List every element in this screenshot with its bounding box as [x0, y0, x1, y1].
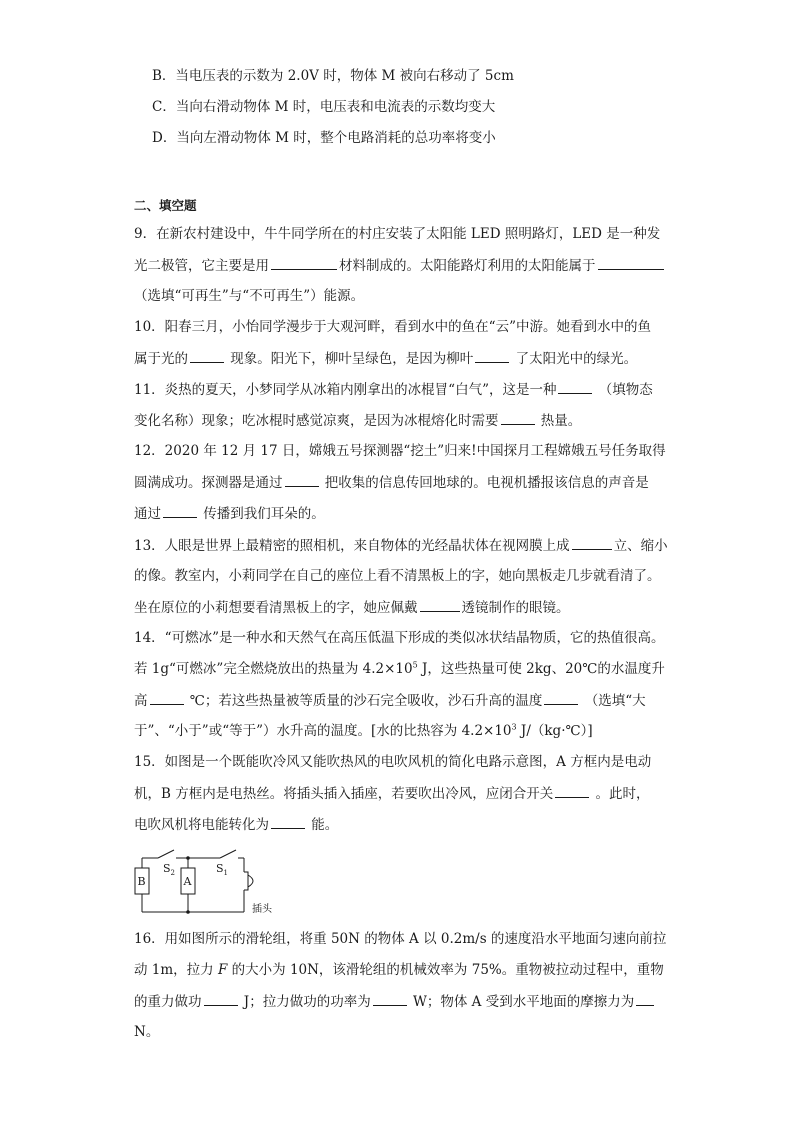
- q16-line-4: N。: [134, 1024, 160, 1040]
- plug-icon: [244, 872, 248, 890]
- blank[interactable]: [190, 349, 224, 363]
- q12-line-2: 圆满成功。探测器是通过 把收集的信息传回地球的。电视机播报该信息的声音是: [134, 475, 649, 491]
- q13-line-2: 的像。教室内，小莉同学在自己的座位上看不清黑板上的字，她向黑板走几步就看清了。: [134, 568, 661, 584]
- q11-line-1: 11．炎热的夏天，小梦同学从冰箱内刚拿出的冰棍冒“白气”，这是一种 （填物态: [134, 382, 653, 398]
- q13-line-1: 13．人眼是世界上最精密的照相机，来自物体的光经晶状体在视网膜上成 立、缩小: [134, 538, 668, 554]
- option-c: C．当向右滑动物体 M 时，电压表和电流表的示数均变大: [152, 99, 496, 115]
- q16-line-1: 16．用如图所示的滑轮组，将重 50N 的物体 A 以 0.2m/s 的速度沿水平地面匀速向前拉: [134, 931, 667, 947]
- q9-line-3: （选填“可再生”与“不可再生”）能源。: [134, 288, 365, 304]
- q10-line-1: 10．阳春三月，小怡同学漫步于大观河畔，看到水中的鱼在“云”中游。她看到水中的鱼: [134, 319, 651, 335]
- q12-line-1: 12．2020 年 12 月 17 日，嫦娥五号探测器“挖土”归来!中国探月工程嫦娥五号任务取得: [134, 443, 666, 459]
- q14-line-1: 14．“可燃冰”是一种水和天然气在高压低温下形成的类似冰状结晶物质，它的热值很高。: [134, 630, 665, 646]
- plug-label: 插头: [252, 904, 272, 915]
- q13-line-3: 坐在原位的小莉想要看清黑板上的字，她应佩戴 透镜制作的眼镜。: [134, 600, 570, 616]
- switch-1-label: $S_1$: [216, 862, 229, 877]
- blank[interactable]: [501, 411, 535, 425]
- blank[interactable]: [271, 815, 305, 829]
- blank[interactable]: [204, 992, 238, 1006]
- blank[interactable]: [271, 256, 337, 270]
- blank[interactable]: [163, 504, 197, 518]
- blank[interactable]: [555, 784, 589, 798]
- blank[interactable]: [150, 691, 184, 705]
- blank[interactable]: [475, 349, 509, 363]
- q15-line-3: 电吹风机将电能转化为 能。: [134, 817, 339, 833]
- q9-line-2: 光二极管，它主要是用 材料制成的。太阳能路灯利用的太阳能属于: [134, 256, 666, 275]
- blank[interactable]: [558, 380, 592, 394]
- blank[interactable]: [544, 691, 578, 705]
- section-title: 二、填空题: [134, 198, 197, 213]
- q9-line-1: 9．在新农村建设中，牛牛同学所在的村庄安装了太阳能 LED 照明路灯，LED 是一种发: [134, 226, 661, 242]
- q16-line-2: 动 1m，拉力 F 的大小为 10N，该滑轮组的机械效率为 75%。重物被拉动过程中，重物: [134, 962, 664, 978]
- switch-2-label: $S_2$: [163, 862, 176, 877]
- option-b: B．当电压表的示数为 2.0V 时，物体 M 被向右移动了 5cm: [152, 68, 514, 84]
- box-a-label: A: [183, 875, 192, 888]
- blank[interactable]: [420, 598, 460, 612]
- circuit-diagram: [128, 844, 278, 916]
- q12-line-3: 通过 传播到我们耳朵的。: [134, 506, 325, 522]
- q14-line-3: 高 ℃；若这些热量被等质量的沙石完全吸收，沙石升高的温度 （选填“大: [134, 693, 646, 709]
- q14-line-2: 若 1g“可燃冰”完全燃烧放出的热量为 $4.2\times 10^5$ J，这些热量可使 2kg、20℃的水温度升: [134, 660, 665, 677]
- q11-line-2: 变化名称）现象；吃冰棍时感觉凉爽，是因为冰棍熔化时需要 热量。: [134, 413, 582, 429]
- q16-line-3: 的重力做功 J；拉力做功的功率为 W；物体 A 受到水平地面的摩擦力为: [134, 992, 656, 1011]
- blank[interactable]: [636, 992, 654, 1006]
- blank[interactable]: [572, 536, 612, 550]
- q10-line-2: 属于光的 现象。阳光下，柳叶呈绿色，是因为柳叶 了太阳光中的绿光。: [134, 351, 638, 367]
- blank[interactable]: [598, 256, 664, 270]
- blank[interactable]: [373, 992, 407, 1006]
- box-b-label: B: [137, 875, 146, 888]
- q14-line-4: 于”、“小于”或“等于”）水升高的温度。[水的比热容为 $4.2\times 10^3$ J/（kg·℃）]: [134, 722, 593, 739]
- q15-line-2: 机，B 方框内是电热丝。将插头插入插座，若要吹出冷风，应闭合开关 。此时，: [134, 786, 650, 802]
- blank[interactable]: [285, 473, 319, 487]
- q15-line-1: 15．如图是一个既能吹冷风又能吹热风的电吹风机的简化电路示意图，A 方框内是电动: [134, 754, 652, 770]
- option-d: D．当向左滑动物体 M 时，整个电路消耗的总功率将变小: [152, 130, 496, 146]
